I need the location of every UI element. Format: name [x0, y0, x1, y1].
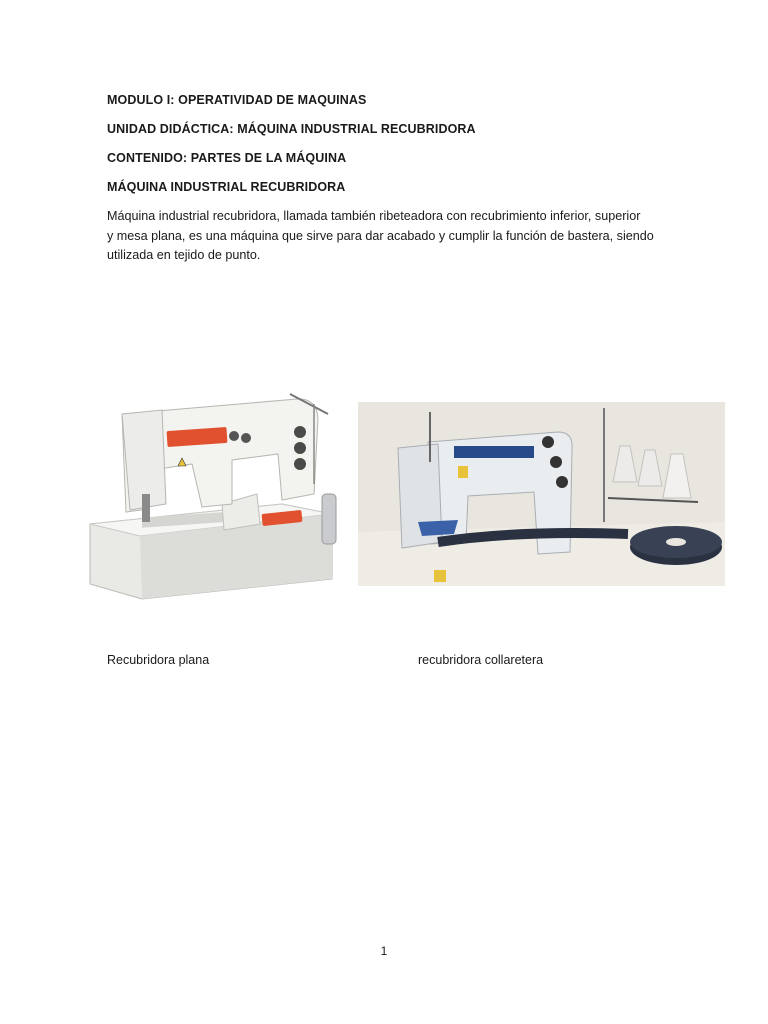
- paragraph-line: y mesa plana, es una máquina que sirve para dar acabado y cumplir la función de bastera, siendo: [107, 228, 654, 243]
- collarette-machine-image: [358, 402, 725, 586]
- flat-coverstitch-machine-illustration: [82, 374, 338, 614]
- unit-heading: UNIDAD DIDÁCTICA: MÁQUINA INDUSTRIAL RECUBRIDORA: [107, 122, 476, 136]
- paragraph-line: utilizada en tejido de punto.: [107, 248, 261, 262]
- section-heading: MÁQUINA INDUSTRIAL RECUBRIDORA: [107, 180, 346, 194]
- page-number: 1: [380, 944, 388, 958]
- figure-caption-collarette: recubridora collaretera: [418, 653, 544, 667]
- paragraph-line: Máquina industrial recubridora, llamada también ribeteadora con recubrimiento inferior, superior: [107, 209, 641, 223]
- module-heading: MODULO I: OPERATIVIDAD DE MAQUINAS: [107, 93, 367, 107]
- figure-caption-flat: Recubridora plana: [107, 653, 210, 667]
- flat-coverstitch-machine-image: [82, 374, 338, 614]
- content-heading: CONTENIDO: PARTES DE LA MÁQUINA: [107, 151, 347, 165]
- collarette-machine-illustration: [358, 402, 725, 586]
- description-paragraph: [107, 207, 667, 266]
